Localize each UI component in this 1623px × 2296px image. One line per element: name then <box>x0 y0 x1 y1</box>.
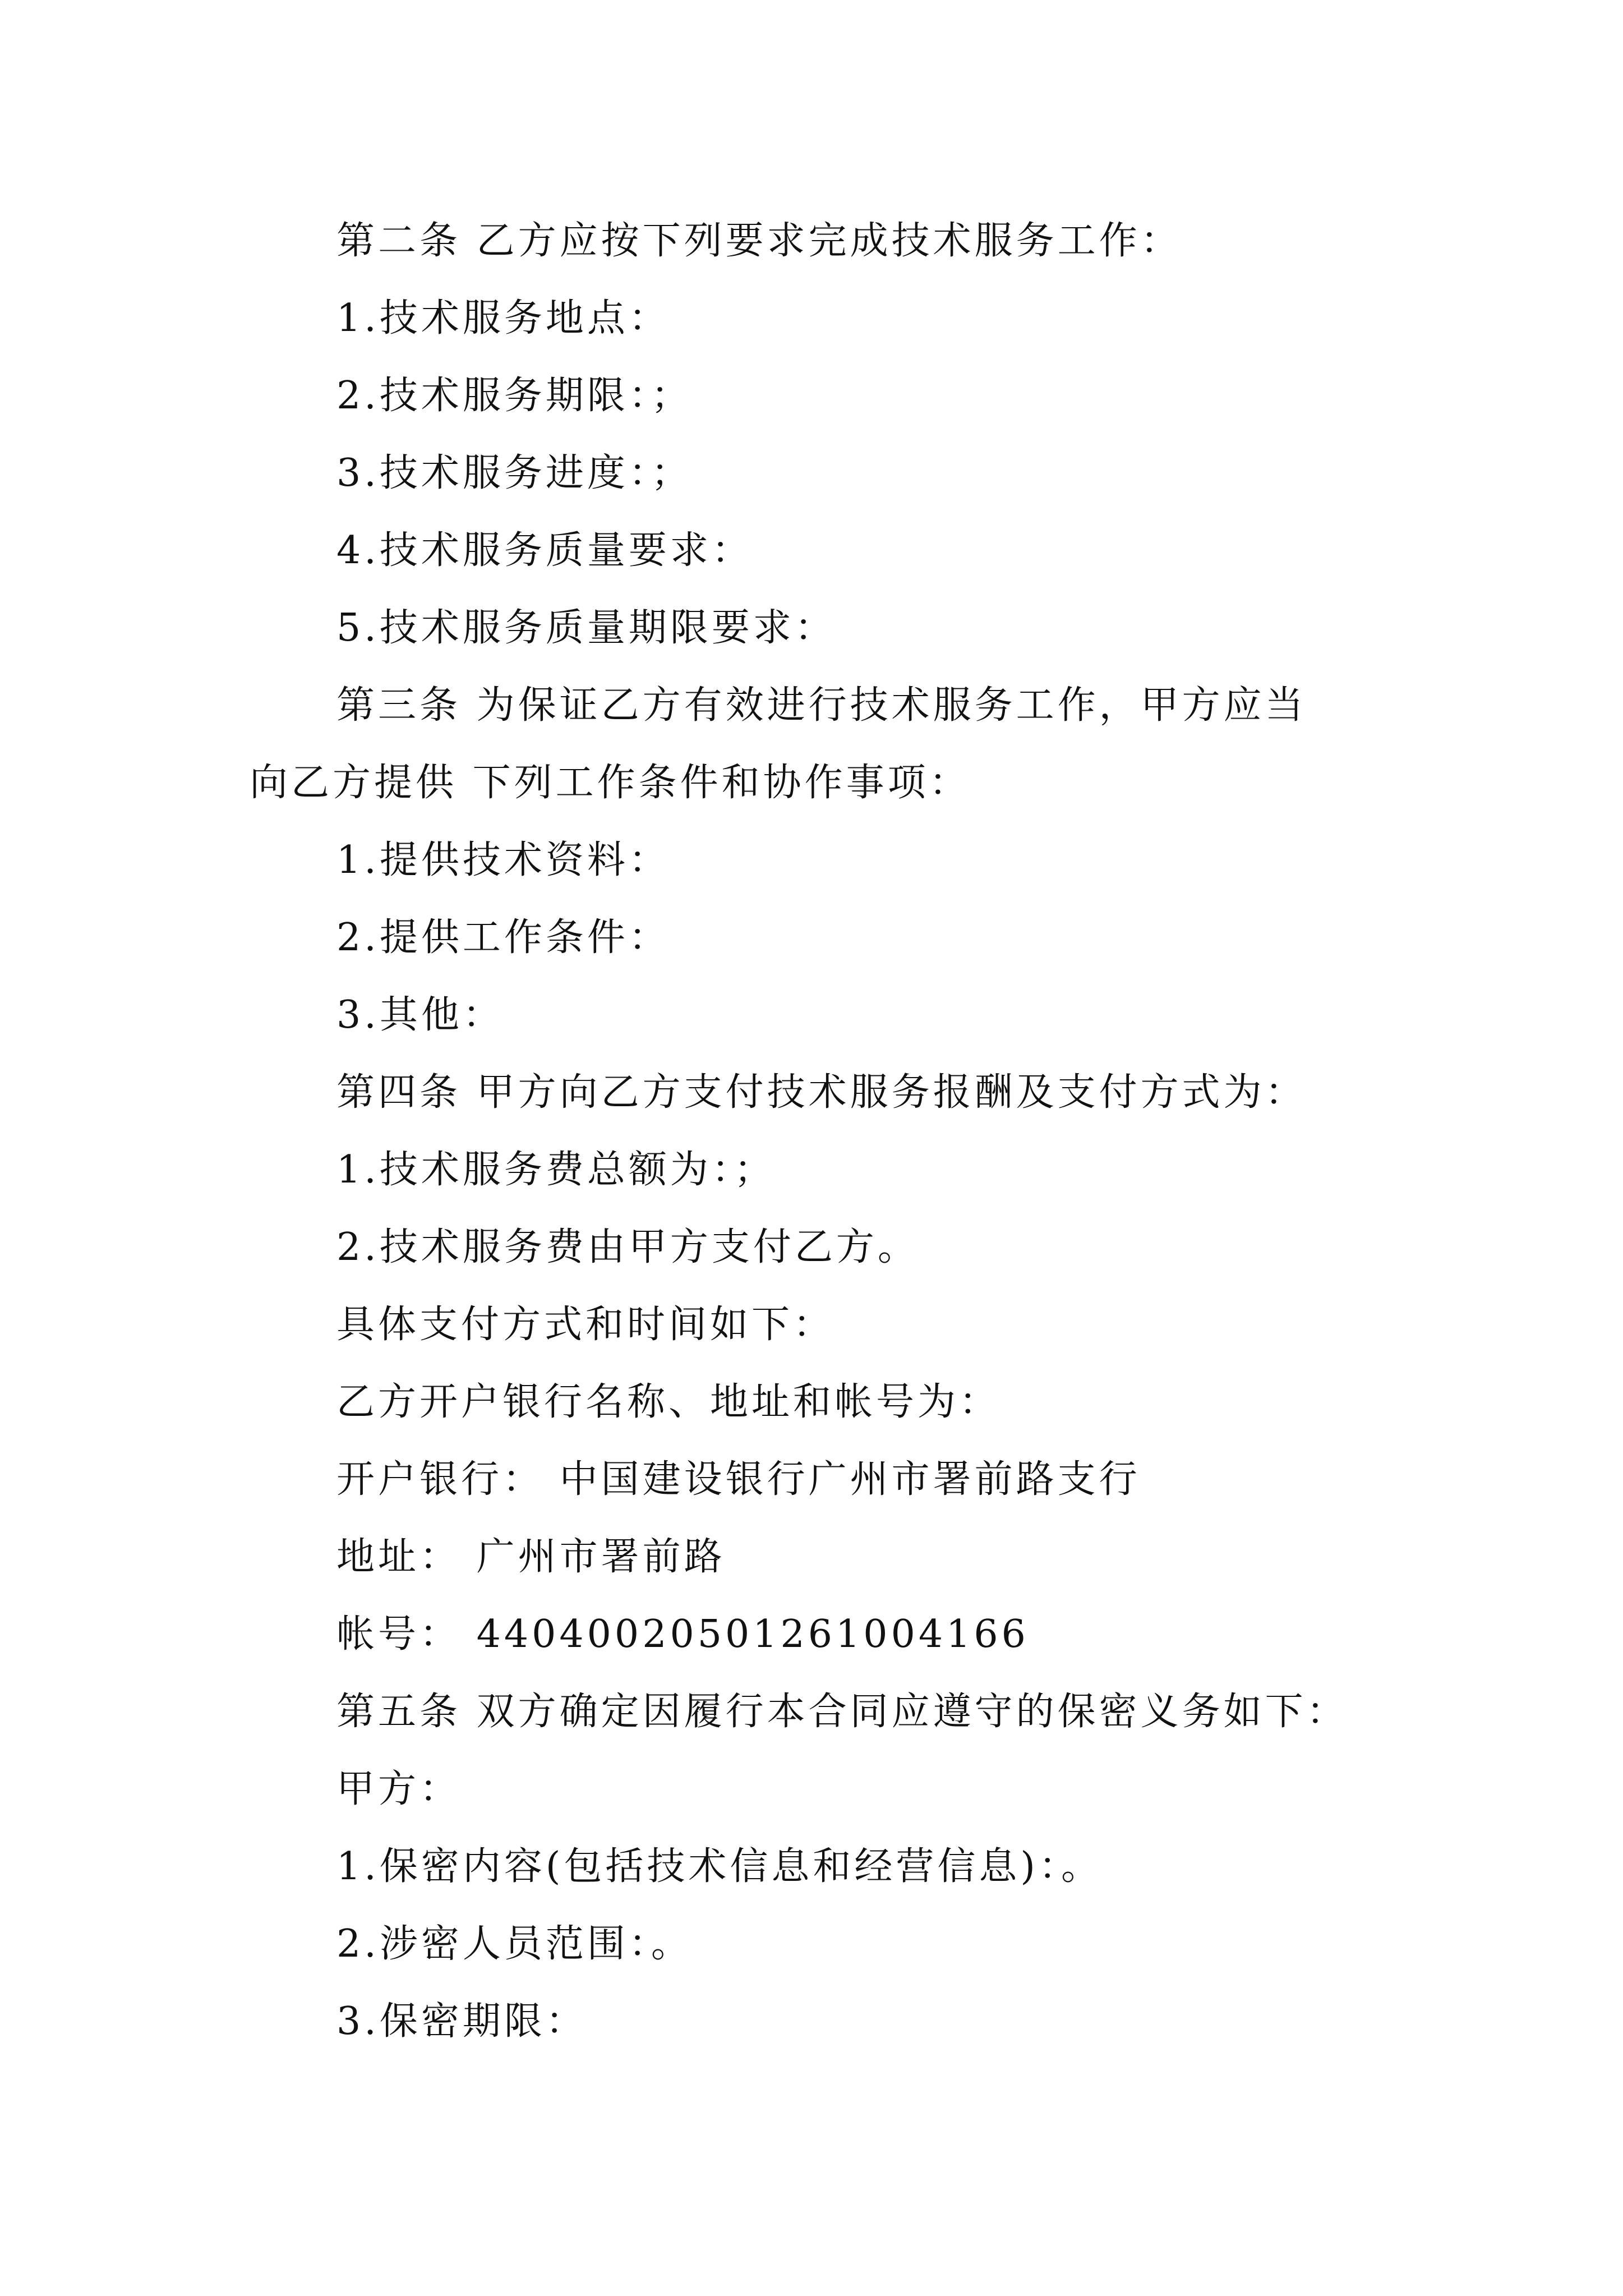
clause-4-heading: 第四条 甲方向乙方支付技术服务报酬及支付方式为： <box>336 1070 1307 1115</box>
clause-2-item-4: 4.技术服务质量要求： <box>336 528 753 573</box>
clause-2-heading: 第二条 乙方应按下列要求完成技术服务工作： <box>336 219 1182 263</box>
clause-3-heading: 第三条 为保证乙方有效进行技术服务工作，甲方应当 <box>336 683 1307 728</box>
bank-name-line: 开户银行： 中国建设银行广州市署前路支行 <box>336 1457 1141 1502</box>
bank-info-heading: 乙方开户银行名称、地址和帐号为： <box>336 1380 1001 1424</box>
clause-5-heading: 第五条 双方确定因履行本合同应遵守的保密义务如下： <box>336 1690 1348 1734</box>
clause-3-item-2: 2.提供工作条件： <box>336 915 670 960</box>
clause-2-item-2: 2.技术服务期限：； <box>336 374 693 418</box>
clause-3-item-1: 1.提供技术资料： <box>336 838 670 882</box>
bank-account-line: 帐号： 44040020501261004166 <box>336 1612 1029 1657</box>
clause-2-item-5: 5.技术服务质量期限要求： <box>336 606 836 650</box>
clause-3-heading-continued: 向乙方提供 下列工作条件和协作事项： <box>250 761 971 805</box>
party-a-label: 甲方： <box>336 1767 462 1811</box>
clause-4-item-1: 1.技术服务费总额为：； <box>336 1148 776 1192</box>
clause-5-item-3: 3.保密期限： <box>336 1999 587 2044</box>
clause-5-item-2: 2.涉密人员范围：。 <box>336 1922 693 1966</box>
clause-5-item-1: 1.保密内容(包括技术信息和经营信息)：。 <box>336 1844 1103 1889</box>
payment-method-line: 具体支付方式和时间如下： <box>336 1303 835 1347</box>
clause-2-item-3: 3.技术服务进度：； <box>336 451 693 495</box>
bank-address-line: 地址： 广州市署前路 <box>336 1535 726 1579</box>
clause-3-item-3: 3.其他： <box>336 993 504 1037</box>
clause-2-item-1: 1.技术服务地点： <box>336 296 670 341</box>
clause-4-item-2: 2.技术服务费由甲方支付乙方。 <box>336 1225 919 1269</box>
